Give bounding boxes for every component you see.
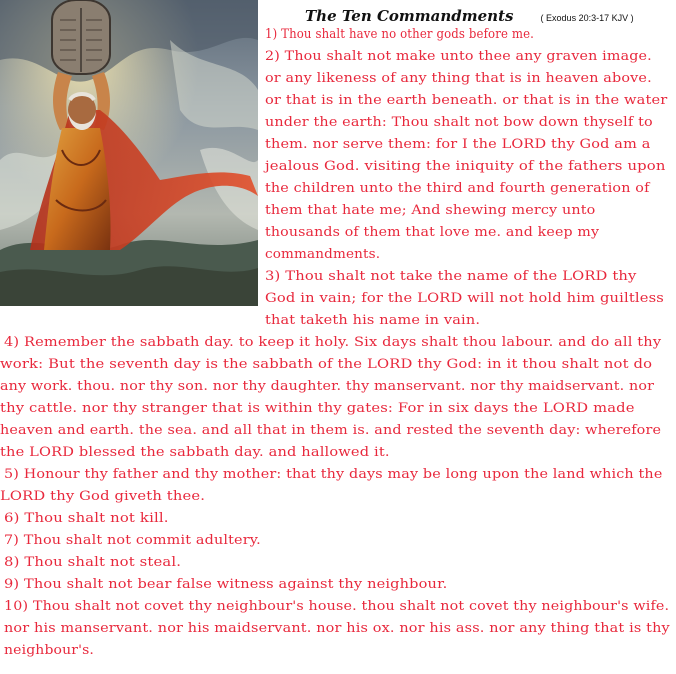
text-line: thy cattle. nor thy stranger that is within thy gates: For in six days the LORD made xyxy=(0,401,635,416)
text-line: 9) Thou shalt not bear false witness against thy neighbour. xyxy=(4,577,448,592)
text-line: 5) Honour thy father and thy mother: that thy days may be long upon the land which the xyxy=(4,467,663,482)
scripture-reference: ( Exodus 20:3-17 KJV ) xyxy=(540,13,634,23)
text-line: heaven and earth. the sea. and all that in them is. and rested the seventh day: wherefore xyxy=(0,423,662,438)
text-line: them that hate me; And shewing mercy unto xyxy=(265,203,596,218)
text-line: work: But the seventh day is the sabbath of the LORD thy God: in it thou shalt not do xyxy=(0,357,653,372)
text-line: any work. thou. nor thy son. nor thy daughter. thy manservant. nor thy maidservant. nor xyxy=(0,379,655,394)
text-line: neighbour's. xyxy=(4,643,95,658)
text-line: 6) Thou shalt not kill. xyxy=(4,511,169,526)
text-line: God in vain; for the LORD will not hold him guiltless xyxy=(265,291,664,306)
text-line: 10) Thou shalt not covet thy neighbour's house. thou shalt not covet thy neighbour's wife. xyxy=(4,599,670,614)
moses-illustration xyxy=(0,0,258,306)
text-line: them. nor serve them: for I the LORD thy God am a xyxy=(265,137,651,152)
text-line: the children unto the third and fourth generation of xyxy=(265,181,650,196)
text-line: 1) Thou shalt have no other gods before me. xyxy=(265,27,535,42)
text-line: 7) Thou shalt not commit adultery. xyxy=(4,533,261,548)
text-line: nor his manservant. nor his maidservant. nor his ox. nor his ass. nor any thing that is thy xyxy=(4,621,670,636)
text-line: LORD thy God giveth thee. xyxy=(0,489,206,504)
text-line: thousands of them that love me. and keep my xyxy=(265,225,600,240)
text-line: that taketh his name in vain. xyxy=(265,313,481,328)
text-line: commandments. xyxy=(265,247,381,262)
text-line: the LORD blessed the sabbath day. and hallowed it. xyxy=(0,445,390,460)
text-line: 3) Thou shalt not take the name of the LORD thy xyxy=(265,269,637,284)
text-line: 2) Thou shalt not make unto thee any graven image. xyxy=(265,49,652,64)
text-line: jealous God. visiting the iniquity of the fathers upon xyxy=(265,159,666,174)
text-line: 8) Thou shalt not steal. xyxy=(4,555,182,570)
text-line: under the earth: Thou shalt not bow down thyself to xyxy=(265,115,653,130)
page-title: The Ten Commandments xyxy=(305,7,514,25)
text-line: or any likeness of any thing that is in heaven above. xyxy=(265,71,652,86)
text-line: 4) Remember the sabbath day. to keep it holy. Six days shalt thou labour. and do all thy xyxy=(4,335,662,350)
text-line: or that is in the earth beneath. or that is in the water xyxy=(265,93,668,108)
